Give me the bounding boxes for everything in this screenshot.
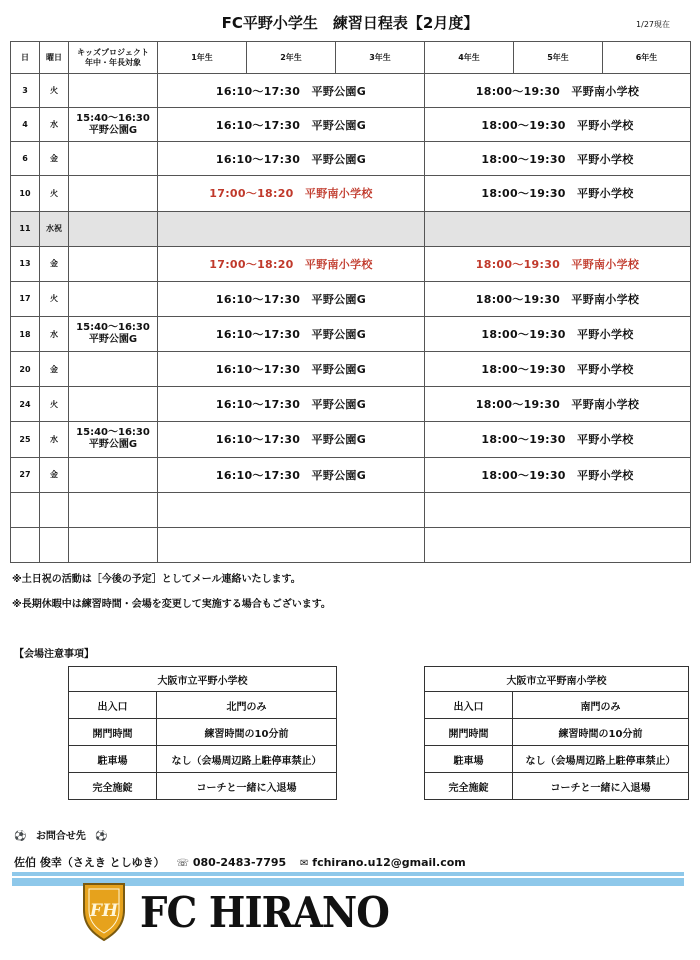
contact-name: 佐伯 俊幸（さえき としゆき） [14,856,165,869]
row-day: 18 [11,316,40,351]
row-lower-grades-session: 16:10〜17:30 平野公園G [158,281,425,316]
schedule-row [11,211,691,246]
contact-phone[interactable]: 080-2483-7795 [192,856,287,869]
schedule-table [10,41,691,563]
row-upper-grades-session: 18:00〜19:30 平野小学校 [425,108,691,142]
row-day-of-week: 火 [40,176,69,211]
row-upper-grades-session: 18:00〜19:30 平野小学校 [425,457,691,492]
schedule-row [11,176,691,211]
schedule-row [11,457,691,492]
contact-heading [14,827,108,842]
schedule-row [11,142,691,176]
row-lower-grades-session [158,527,425,562]
header-grade-5: 5年生 [514,42,603,74]
venue-label: 開門時間 [425,719,513,746]
venue-name: 大阪市立平野小学校 [69,667,337,692]
row-upper-grades-session [425,527,691,562]
row-kids-session [69,387,158,422]
row-upper-grades-session: 18:00〜19:30 平野小学校 [425,142,691,176]
row-day: 25 [11,422,40,457]
venue-value: 南門のみ [513,692,689,719]
header-grade-2: 2年生 [247,42,336,74]
schedule-row [11,387,691,422]
row-lower-grades-session: 16:10〜17:30 平野公園G [158,387,425,422]
row-kids-session [69,457,158,492]
venue-value: なし（会場周辺路上駐停車禁止） [157,746,337,773]
venue-name: 大阪市立平野南小学校 [425,667,689,692]
row-day-of-week: 金 [40,246,69,281]
row-day-of-week [40,527,69,562]
venue-label: 完全施錠 [425,773,513,800]
schedule-row [11,108,691,142]
row-day-of-week: 金 [40,457,69,492]
row-day: 24 [11,387,40,422]
row-lower-grades-session: 16:10〜17:30 平野公園G [158,142,425,176]
row-upper-grades-session: 18:00〜19:30 平野南小学校 [425,387,691,422]
row-lower-grades-session: 16:10〜17:30 平野公園G [158,352,425,387]
row-day: 11 [11,211,40,246]
row-upper-grades-session: 18:00〜19:30 平野南小学校 [425,74,691,108]
soccer-ball-icon: ⚽ [95,831,108,842]
row-kids-session [69,246,158,281]
header-dow: 曜日 [40,42,69,74]
schedule-row [11,352,691,387]
row-day: 6 [11,142,40,176]
row-upper-grades-session [425,211,691,246]
soccer-ball-icon: ⚽ [14,831,27,842]
schedule-row [11,246,691,281]
row-day-of-week: 火 [40,387,69,422]
phone-icon: ☏ [176,858,190,869]
venue-heading: 【会場注意事項】 [14,649,94,660]
row-day: 17 [11,281,40,316]
header-grade-4: 4年生 [425,42,514,74]
row-kids-session [69,527,158,562]
schedule-row [11,281,691,316]
row-day-of-week: 火 [40,281,69,316]
row-day-of-week: 金 [40,142,69,176]
venue-value: コーチと一緒に入退場 [157,773,337,800]
row-lower-grades-session [158,492,425,527]
row-kids-session: 15:40〜16:30 平野公園G [69,422,158,457]
row-day-of-week [40,492,69,527]
schedule-row [11,74,691,108]
row-kids-session [69,211,158,246]
schedule-row [11,316,691,351]
row-lower-grades-session: 17:00〜18:20 平野南小学校 [158,176,425,211]
header-kids: キッズプロジェクト 年中・年長対象 [69,42,158,74]
row-upper-grades-session [425,492,691,527]
row-kids-session: 15:40〜16:30 平野公園G [69,316,158,351]
schedule-row [11,492,691,527]
venue-value: コーチと一緒に入退場 [513,773,689,800]
venue-table-hirano-minami [424,666,689,800]
row-day [11,492,40,527]
row-upper-grades-session: 18:00〜19:30 平野南小学校 [425,281,691,316]
row-lower-grades-session [158,211,425,246]
row-kids-session: 15:40〜16:30 平野公園G [69,108,158,142]
row-lower-grades-session: 17:00〜18:20 平野南小学校 [158,246,425,281]
header-day: 日 [11,42,40,74]
venue-label: 駐車場 [425,746,513,773]
row-lower-grades-session: 16:10〜17:30 平野公園G [158,74,425,108]
row-lower-grades-session: 16:10〜17:30 平野公園G [158,457,425,492]
row-upper-grades-session: 18:00〜19:30 平野小学校 [425,352,691,387]
venue-value: 北門のみ [157,692,337,719]
header-grade-1: 1年生 [158,42,247,74]
row-kids-session [69,352,158,387]
row-day: 27 [11,457,40,492]
row-upper-grades-session: 18:00〜19:30 平野小学校 [425,176,691,211]
row-kids-session [69,492,158,527]
venue-label: 完全施錠 [69,773,157,800]
crest-monogram: FH [89,901,119,921]
contact-heading-text: お問合せ先 [35,831,86,842]
contact-line [14,854,466,870]
header-grade-3: 3年生 [336,42,425,74]
note-weekend: ※土日祝の活動は［今後の予定］としてメール連絡いたします。 [12,574,301,585]
row-day-of-week: 火 [40,74,69,108]
as-of-date: 1/27現在 [636,20,670,29]
venue-value: 練習時間の10分前 [513,719,689,746]
row-upper-grades-session: 18:00〜19:30 平野南小学校 [425,246,691,281]
mail-icon: ✉ [300,858,309,869]
row-day-of-week: 水祝 [40,211,69,246]
row-day: 20 [11,352,40,387]
schedule-row [11,527,691,562]
row-day: 3 [11,74,40,108]
row-day-of-week: 水 [40,316,69,351]
venue-label: 出入口 [425,692,513,719]
venue-table-hirano [68,666,337,800]
brand-name: FC HIRANO [140,888,390,937]
row-lower-grades-session: 16:10〜17:30 平野公園G [158,422,425,457]
row-day: 10 [11,176,40,211]
header-row [11,42,691,74]
venue-label: 出入口 [69,692,157,719]
row-kids-session [69,142,158,176]
venue-label: 開門時間 [69,719,157,746]
venue-value: なし（会場周辺路上駐停車禁止） [513,746,689,773]
row-day: 13 [11,246,40,281]
row-upper-grades-session: 18:00〜19:30 平野小学校 [425,422,691,457]
row-kids-session [69,176,158,211]
row-upper-grades-session: 18:00〜19:30 平野小学校 [425,316,691,351]
row-day-of-week: 水 [40,108,69,142]
row-day-of-week: 金 [40,352,69,387]
header-grade-6: 6年生 [603,42,691,74]
row-kids-session [69,281,158,316]
row-kids-session [69,74,158,108]
row-day-of-week: 水 [40,422,69,457]
page-title: FC平野小学生 練習日程表【2月度】 [221,14,479,32]
club-crest-logo [80,880,128,942]
row-day: 4 [11,108,40,142]
venue-label: 駐車場 [69,746,157,773]
schedule-row [11,422,691,457]
row-day [11,527,40,562]
venue-value: 練習時間の10分前 [157,719,337,746]
brand-stripe [12,872,684,876]
row-lower-grades-session: 16:10〜17:30 平野公園G [158,316,425,351]
contact-email[interactable]: fchirano.u12@gmail.com [312,856,466,869]
row-lower-grades-session: 16:10〜17:30 平野公園G [158,108,425,142]
note-vacation: ※長期休暇中は練習時間・会場を変更して実施する場合もございます。 [12,599,331,610]
